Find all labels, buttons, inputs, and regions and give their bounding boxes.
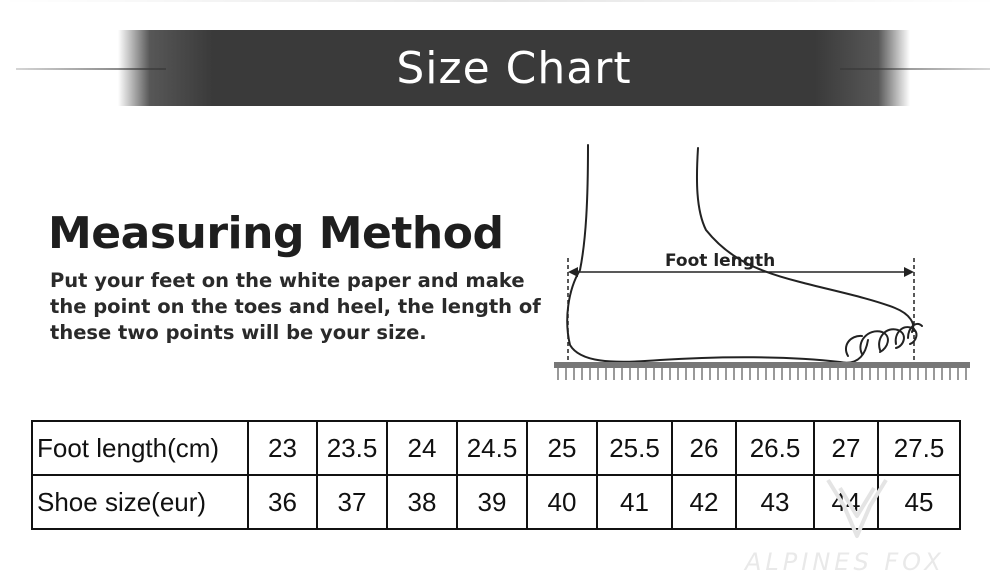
foot-length-label: Foot length <box>665 251 776 271</box>
table-cell: 43 <box>736 475 814 529</box>
description-line: the point on the toes and heel, the length of <box>50 295 541 318</box>
measuring-method-description <box>50 268 540 346</box>
row-header: Foot length(cm) <box>32 421 248 475</box>
table-cell: 36 <box>248 475 317 529</box>
table-cell: 40 <box>527 475 597 529</box>
table-cell: 39 <box>457 475 527 529</box>
table-cell: 23 <box>248 421 317 475</box>
fox-logo-icon <box>822 476 892 540</box>
foot-length-arrow <box>568 258 914 368</box>
table-cell: 37 <box>317 475 387 529</box>
table-cell: 26.5 <box>736 421 814 475</box>
measuring-method-title: Measuring Method <box>48 208 504 259</box>
table-cell: 24 <box>387 421 457 475</box>
foot-measurement-illustration <box>550 140 975 390</box>
table-cell: 27.5 <box>878 421 960 475</box>
table-cell: 25 <box>527 421 597 475</box>
table-cell: 25.5 <box>597 421 672 475</box>
description-line: Put your feet on the white paper and make <box>50 269 525 292</box>
table-row-shoe-size <box>32 475 960 529</box>
description-line: these two points will be your size. <box>50 321 427 344</box>
table-cell: 42 <box>672 475 736 529</box>
table-cell: 44 <box>814 475 878 529</box>
table-cell: 24.5 <box>457 421 527 475</box>
row-header: Shoe size(eur) <box>32 475 248 529</box>
brand-watermark: ALPINES FOX <box>745 548 945 576</box>
table-cell: 27 <box>814 421 878 475</box>
ruler-icon <box>554 362 970 380</box>
table-cell: 26 <box>672 421 736 475</box>
header-banner <box>118 30 910 106</box>
page-title: Size Chart <box>396 42 632 94</box>
table-row-foot-length <box>32 421 960 475</box>
table-cell: 41 <box>597 475 672 529</box>
table-cell: 45 <box>878 475 960 529</box>
top-divider <box>0 0 1000 2</box>
table-cell: 38 <box>387 475 457 529</box>
table-cell: 23.5 <box>317 421 387 475</box>
